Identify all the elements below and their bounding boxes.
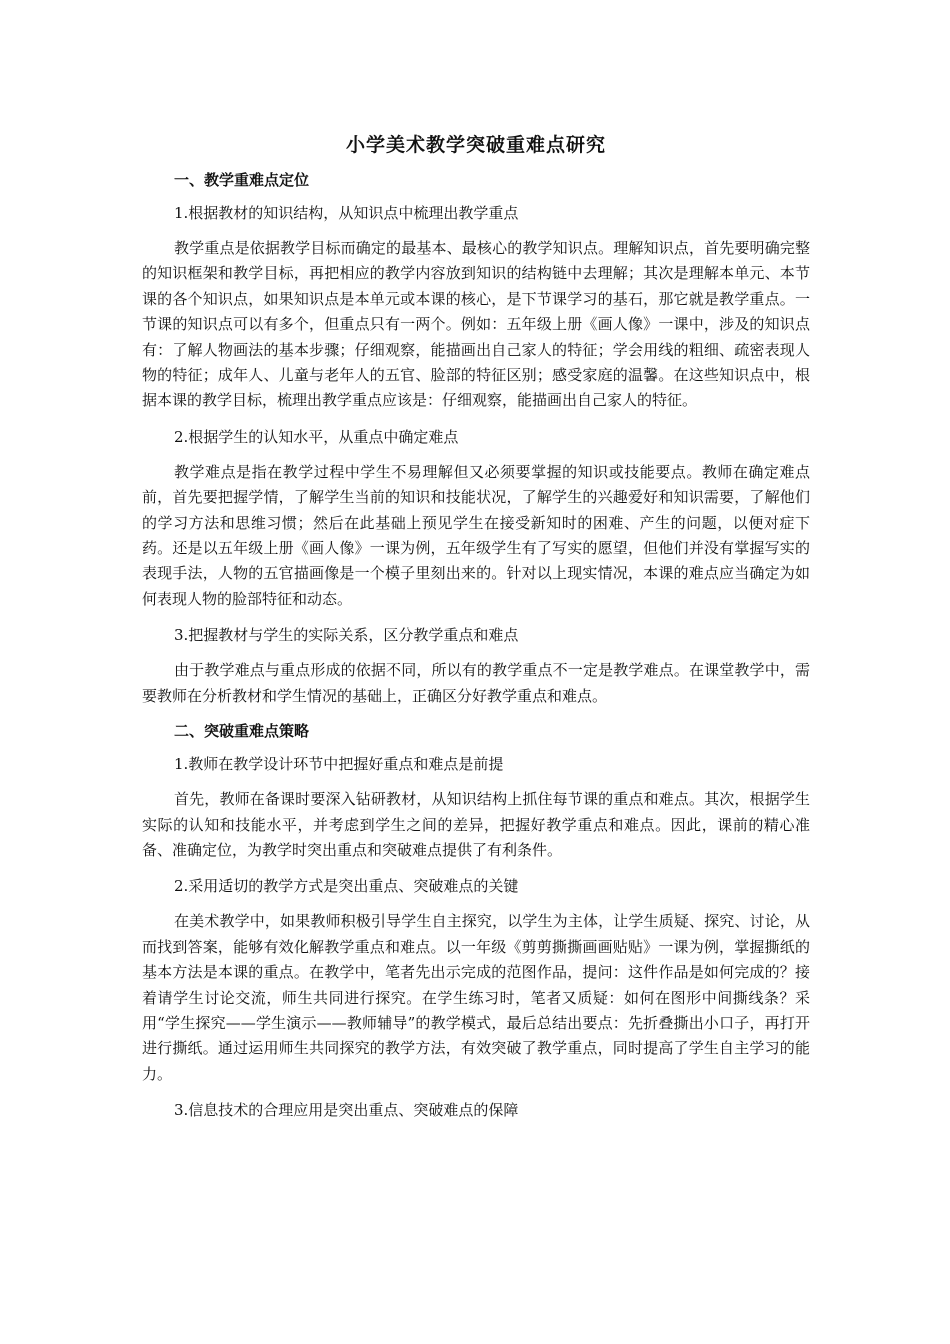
subsection-heading-1-2: 2.根据学生的认知水平，从重点中确定难点 (174, 427, 459, 446)
subsection-heading-1-1: 1.根据教材的知识结构，从知识点中梳理出教学重点 (174, 204, 519, 222)
section-heading-1: 一、教学重难点定位 (174, 171, 310, 189)
paragraph-2-1: 首先，教师在备课时要深入钻研教材，从知识结构上抓住每节课的重点和难点。其次，根据学生实际的认知和技能水平，并考虑到学生之间的差异，把握好教学重点和难点。因此，课前的精心准备、准确定位，为教学时突出重点和突破难点提供了有利条件。 (142, 790, 810, 859)
paragraph-1-3: 由于教学难点与重点形成的依据不同，所以有的教学重点不一定是教学难点。在课堂教学中，需要教师在分析教材和学生情况的基础上，正确区分好教学重点和难点。 (142, 661, 810, 705)
document-page (142, 130, 810, 1133)
paragraph-2-2: 在美术教学中，如果教师积极引导学生自主探究，以学生为主体，让学生质疑、探究、讨论，从而找到答案，能够有效化解教学重点和难点。以一年级《剪剪撕撕画画贴贴》一课为例，掌握撕纸的基本方法是本课的重点。在教学中，笔者先出示完成的范图作品，提问：这件作品是如何完成的？接着请学生讨论交流，师生共同进行探究。在学生练习时，笔者又质疑：如何在图形中间撕线条？采用“学生探究——学生演示——教师辅导”的教学模式，最后总结出要点：先折叠撕出小口子，再打开进行撕纸。通过运用师生共同探究的教学方法，有效突破了教学重点，同时提高了学生自主学习的能力。 (142, 912, 810, 1083)
subsection-heading-1-3: 3.把握教材与学生的实际关系，区分教学重点和难点 (174, 626, 519, 645)
document-title: 小学美术教学突破重难点研究 (345, 134, 606, 156)
subsection-heading-2-1: 1.教师在教学设计环节中把握好重点和难点是前提 (174, 755, 504, 774)
paragraph-1-1: 教学重点是依据教学目标而确定的最基本、最核心的教学知识点。理解知识点，首先要明确完整的知识框架和教学目标，再把相应的教学内容放到知识的结构链中去理解；其次是理解本单元、本节课的各个知识点，如果知识点是本单元或本课的核心，是下节课学习的基石，那它就是教学重点。一节课的知识点可以有多个，但重点只有一两个。例如：五年级上册《画人像》一课中，涉及的知识点有：了解人物画法的基本步骤；仔细观察，能描画出自己家人的特征；学会用线的粗细、疏密表现人物的特征；成年人、儿童与老年人的五官、脸部的特征区别；感受家庭的温馨。在这些知识点中，根据本课的教学目标，梳理出教学重点应该是：仔细观察，能描画出自己家人的特征。 (142, 239, 810, 410)
subsection-heading-2-3: 3.信息技术的合理应用是突出重点、突破难点的保障 (174, 1101, 519, 1120)
subsection-heading-2-2: 2.采用适切的教学方式是突出重点、突破难点的关键 (174, 877, 519, 896)
paragraph-1-2: 教学难点是指在教学过程中学生不易理解但又必须要掌握的知识或技能要点。教师在确定难点前，首先要把握学情，了解学生当前的知识和技能状况，了解学生的兴趣爱好和知识需要，了解他们的学习方法和思维习惯；然后在此基础上预见学生在接受新知时的困难、产生的问题，以便对症下药。还是以五年级上册《画人像》一课为例，五年级学生有了写实的愿望，但他们并没有掌握写实的表现手法，人物的五官描画像是一个模子里刻出来的。针对以上现实情况，本课的难点应当确定为如何表现人物的脸部特征和动态。 (142, 462, 810, 608)
section-heading-2: 二、突破重难点策略 (174, 722, 310, 741)
